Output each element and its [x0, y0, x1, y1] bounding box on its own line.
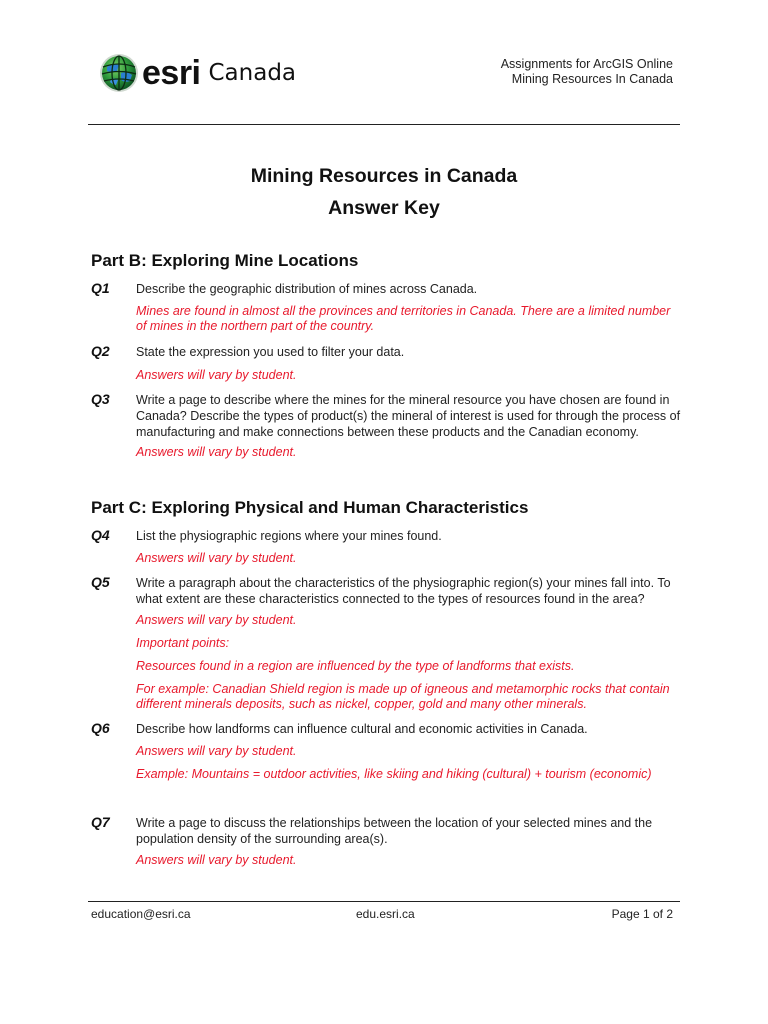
header-divider [88, 124, 680, 125]
question-number: Q7 [91, 814, 110, 830]
answer-text: Answers will vary by student. [136, 368, 297, 382]
section-heading-part-b: Part B: Exploring Mine Locations [91, 251, 359, 270]
question-number: Q1 [91, 280, 110, 296]
section-heading-part-c: Part C: Exploring Physical and Human Characteristics [91, 498, 529, 517]
answer-text: For example: Canadian Shield region is made up of igneous and metamorphic rocks that contain different minerals deposits, such as nickel, copper, gold and many other minerals. [136, 682, 670, 711]
document-title: Mining Resources in Canada [250, 165, 518, 187]
answer-text: Answers will vary by student. [136, 613, 297, 627]
answer-text: Mines are found in almost all the provinces and territories in Canada. There are a limited number of mines in the northern part of the country. [136, 304, 671, 333]
answer-text: Answers will vary by student. [136, 853, 297, 867]
answer-text: Resources found in a region are influenced by the type of landforms that exists. [136, 659, 575, 673]
answer-text: Answers will vary by student. [136, 445, 297, 459]
header-line-assignment: Assignments for ArcGIS Online [500, 57, 673, 71]
question-text: List the physiographic regions where your mines found. [136, 529, 442, 543]
question-number: Q2 [91, 343, 110, 359]
question-number: Q5 [91, 574, 110, 590]
footer-website-link[interactable]: edu.esri.ca [356, 907, 415, 921]
footer-page-number: Page 1 of 2 [611, 907, 673, 921]
question-text: Write a page to describe where the mines for the mineral resource you have chosen are found in Canada? Describe the types of product(s) the mineral of interest is used for through the process of manufacturing and make connections between these products and the Canadian economy. [136, 393, 681, 439]
footer-email-link[interactable]: education@esri.ca [91, 907, 191, 921]
esri-canada-logo [99, 53, 296, 93]
footer-divider [88, 901, 680, 902]
answer-text: Answers will vary by student. [136, 744, 297, 758]
question-text: Write a paragraph about the characteristics of the physiographic region(s) your mines fall into. To what extent are these characteristics connected to the types of resources found in the area? [136, 576, 671, 606]
question-text: Write a page to discuss the relationships between the location of your selected mines and the population density of the surrounding area(s). [136, 816, 653, 846]
question-text: State the expression you used to filter your data. [136, 345, 405, 359]
question-text: Describe how landforms can influence cultural and economic activities in Canada. [136, 722, 588, 736]
answer-text: Example: Mountains = outdoor activities, like skiing and hiking (cultural) + tourism (economic) [136, 767, 652, 781]
question-number: Q3 [91, 391, 110, 407]
header-document-info [501, 57, 673, 87]
question-text: Describe the geographic distribution of mines across Canada. [136, 282, 478, 296]
answer-text: Important points: [136, 636, 230, 650]
question-number: Q6 [91, 720, 110, 736]
question-number: Q4 [91, 527, 110, 543]
header-line-topic: Mining Resources In Canada [511, 72, 673, 86]
globe-icon [99, 53, 139, 93]
logo-brand-text: esri [142, 54, 201, 92]
logo-region-text: Canada [208, 60, 297, 86]
document-subtitle: Answer Key [328, 197, 440, 219]
answer-text: Answers will vary by student. [136, 551, 297, 565]
